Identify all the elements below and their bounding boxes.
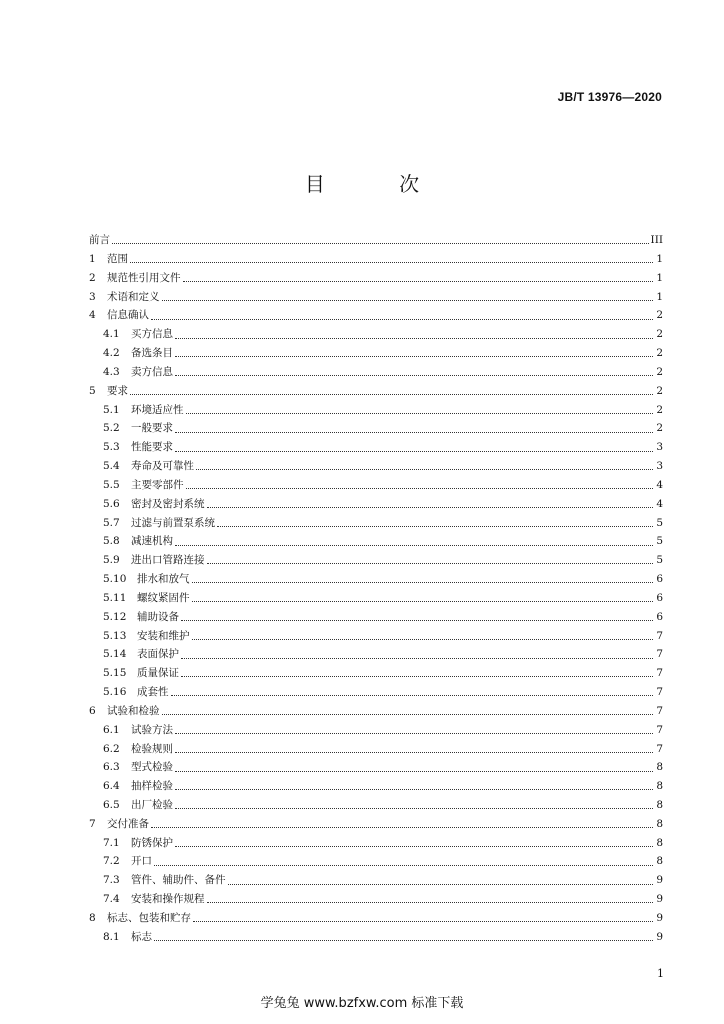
toc-entry-number: 4.2 <box>103 347 120 360</box>
toc-entry-page: 5 <box>656 554 663 567</box>
toc-entry-page: 2 <box>656 328 663 341</box>
toc-dot-leader <box>162 713 654 715</box>
toc-entry[interactable] <box>89 702 663 721</box>
toc-entry[interactable] <box>89 871 663 890</box>
toc-entry-label: 范围 <box>107 252 128 265</box>
toc-entry[interactable] <box>89 589 663 608</box>
toc-dot-leader <box>207 562 654 564</box>
toc-entry-number: 7 <box>89 817 96 830</box>
toc-entry-label: 管件、辅助件、备件 <box>131 874 226 887</box>
toc-entry[interactable] <box>89 306 663 325</box>
toc-entry[interactable] <box>89 909 663 928</box>
toc-entry-number: 5.6 <box>103 497 120 510</box>
toc-entry-number: 7.1 <box>103 836 120 849</box>
toc-entry-number: 6.1 <box>103 723 120 736</box>
toc-entry-number: 5.9 <box>103 554 120 567</box>
toc-entry-label: 试验方法 <box>131 723 173 736</box>
toc-entry-number: 5.16 <box>103 686 127 699</box>
toc-entry-page: 1 <box>656 271 663 284</box>
toc-entry[interactable] <box>89 664 663 683</box>
toc-entry[interactable] <box>89 400 663 419</box>
toc-entry-number: 5.10 <box>103 573 127 586</box>
toc-entry[interactable] <box>89 344 663 363</box>
toc-entry-page: 2 <box>656 309 663 322</box>
toc-entry-label: 术语和定义 <box>107 290 160 303</box>
toc-entry-label: 表面保护 <box>137 648 179 661</box>
toc-dot-leader <box>175 751 653 753</box>
toc-dot-leader <box>130 393 653 395</box>
toc-entry-number: 6.2 <box>103 742 120 755</box>
toc-entry-page: 2 <box>656 365 663 378</box>
toc-entry[interactable] <box>89 363 663 382</box>
toc-entry-label: 进出口管路连接 <box>131 554 205 567</box>
toc-entry-number: 5.1 <box>103 403 120 416</box>
toc-entry-number: 7.2 <box>103 855 120 868</box>
toc-entry[interactable] <box>89 852 663 871</box>
toc-entry-label: 辅助设备 <box>137 610 179 623</box>
toc-entry-label: 出厂检验 <box>131 799 173 811</box>
toc-entry-label: 信息确认 <box>107 309 149 322</box>
toc-entry-page: 5 <box>656 516 663 529</box>
toc-entry-number: 8 <box>89 911 96 924</box>
toc-dot-leader <box>181 619 653 621</box>
toc-entry-page: 8 <box>656 817 663 830</box>
toc-entry-page: 9 <box>656 911 663 924</box>
toc-entry[interactable] <box>89 419 663 438</box>
toc-entry-label: 规范性引用文件 <box>107 271 181 284</box>
toc-dot-leader <box>175 807 653 809</box>
toc-entry-page: 8 <box>656 761 663 774</box>
toc-dot-leader <box>192 600 654 602</box>
toc-entry-page: 7 <box>656 648 663 661</box>
toc-entry-number: 5.12 <box>103 610 127 623</box>
toc-dot-leader <box>217 525 653 527</box>
toc-entry-label: 安装和维护 <box>137 629 190 642</box>
toc-entry-page: 6 <box>656 610 663 623</box>
toc-entry-page: 5 <box>656 535 663 548</box>
toc-entry-label: 安装和操作规程 <box>131 893 205 906</box>
toc-entry-label: 卖方信息 <box>131 365 173 378</box>
toc-entry-number: 4 <box>89 309 96 322</box>
toc-dot-leader <box>162 299 654 301</box>
toc-entry-page: 3 <box>656 460 663 473</box>
toc-dot-leader <box>175 431 653 433</box>
page-number: 1 <box>657 967 664 980</box>
toc-entry-page: 1 <box>656 290 663 303</box>
toc-entry-number: 6.5 <box>103 799 120 811</box>
toc-dot-leader <box>154 864 653 866</box>
toc-dot-leader <box>196 468 653 470</box>
toc-entry-label: 试验和检验 <box>107 704 160 717</box>
toc-entry-page: 9 <box>656 930 663 943</box>
toc-entry[interactable] <box>89 739 663 758</box>
footer-watermark-text: 学兔兔 www.bzfxw.com 标准下载 <box>260 996 464 1011</box>
toc-entry[interactable] <box>89 626 663 645</box>
toc-entry-label: 标志、包装和贮存 <box>107 911 191 924</box>
toc-entry[interactable] <box>89 834 663 853</box>
toc-entry-number: 6.3 <box>103 761 120 774</box>
toc-dot-leader <box>186 412 654 414</box>
toc-dot-leader <box>192 638 654 640</box>
toc-entry-page: 2 <box>656 403 663 416</box>
toc-dot-leader <box>181 675 653 677</box>
toc-entry-number: 7.4 <box>103 893 120 906</box>
toc-entry[interactable] <box>89 495 663 514</box>
toc-entry[interactable] <box>89 325 663 344</box>
toc-entry-label: 防锈保护 <box>131 836 173 849</box>
toc-dot-leader <box>175 732 653 734</box>
toc-dot-leader <box>193 920 653 922</box>
toc-entry-number: 5.4 <box>103 460 120 473</box>
toc-dot-leader <box>207 506 654 508</box>
toc-entry-label: 减速机构 <box>131 535 173 548</box>
toc-entry-page: 1 <box>656 252 663 265</box>
toc-entry-page: 7 <box>656 742 663 755</box>
toc-dot-leader <box>175 355 653 357</box>
toc-entry-number: 6.4 <box>103 780 120 793</box>
toc-entry-page: III <box>650 234 663 247</box>
toc-dot-leader <box>151 826 653 828</box>
toc-entry-page: 8 <box>656 799 663 811</box>
toc-dot-leader <box>154 939 653 941</box>
toc-entry-page: 8 <box>656 855 663 868</box>
toc-dot-leader <box>175 788 653 790</box>
toc-entry-number: 5.8 <box>103 535 120 548</box>
toc-entry-page: 6 <box>656 573 663 586</box>
toc-entry[interactable] <box>89 796 663 815</box>
toc-dot-leader <box>175 450 653 452</box>
toc-entry[interactable] <box>89 532 663 551</box>
toc-entry-page: 2 <box>656 347 663 360</box>
toc-entry[interactable] <box>89 457 663 476</box>
toc-entry-label: 性能要求 <box>131 441 173 454</box>
toc-entry-page: 3 <box>656 441 663 454</box>
toc-dot-leader <box>171 694 654 696</box>
toc-entry-label: 排水和放气 <box>137 573 190 586</box>
toc-entry[interactable] <box>89 513 663 532</box>
toc-entry[interactable] <box>89 382 663 401</box>
toc-entry-page: 8 <box>656 780 663 793</box>
toc-entry[interactable] <box>89 815 663 834</box>
toc-entry-page: 7 <box>656 704 663 717</box>
toc-entry-number: 5.13 <box>103 629 127 642</box>
toc-entry-label: 成套性 <box>137 686 169 699</box>
toc-entry-page: 9 <box>656 893 663 906</box>
toc-entry-label: 要求 <box>107 384 128 397</box>
toc-dot-leader <box>175 770 653 772</box>
toc-entry-number: 5 <box>89 384 96 397</box>
toc-entry-number: 3 <box>89 290 96 303</box>
toc-entry-number: 5.3 <box>103 441 120 454</box>
toc-dot-leader <box>112 242 649 244</box>
toc-entry[interactable] <box>89 608 663 627</box>
toc-entry[interactable] <box>89 287 663 306</box>
toc-entry[interactable] <box>89 683 663 702</box>
toc-entry-label: 备选条目 <box>131 347 173 360</box>
toc-entry-label: 螺纹紧固件 <box>137 591 190 604</box>
toc-entry[interactable] <box>89 231 663 250</box>
toc-entry-page: 7 <box>656 723 663 736</box>
toc-entry-label: 开口 <box>131 855 152 868</box>
toc-entry[interactable] <box>89 721 663 740</box>
toc-dot-leader <box>175 845 653 847</box>
toc-entry-label: 质量保证 <box>137 667 179 680</box>
toc-entry-page: 7 <box>656 667 663 680</box>
toc-entry-label: 过滤与前置泵系统 <box>131 516 215 529</box>
toc-entry-page: 7 <box>656 686 663 699</box>
toc-entry-number: 4.1 <box>103 328 120 341</box>
table-of-contents <box>89 231 663 946</box>
toc-entry-label: 环境适应性 <box>131 403 184 416</box>
toc-dot-leader <box>181 657 653 659</box>
toc-dot-leader <box>207 901 654 903</box>
toc-entry[interactable] <box>89 551 663 570</box>
toc-entry-page: 2 <box>656 384 663 397</box>
toc-entry[interactable] <box>89 645 663 664</box>
toc-dot-leader <box>151 318 653 320</box>
toc-entry-number: 5.5 <box>103 478 120 491</box>
toc-entry-page: 6 <box>656 591 663 604</box>
toc-entry-number: 5.15 <box>103 667 127 680</box>
toc-entry-number: 8.1 <box>103 930 120 943</box>
toc-entry-number: 5.7 <box>103 516 120 529</box>
toc-entry-page: 2 <box>656 422 663 435</box>
toc-entry-label: 型式检验 <box>131 761 173 774</box>
toc-entry-label: 检验规则 <box>131 742 173 755</box>
toc-entry-number: 4.3 <box>103 365 120 378</box>
toc-entry-page: 9 <box>656 874 663 887</box>
toc-entry-label: 一般要求 <box>131 422 173 435</box>
page-title: 目 次 <box>304 172 454 196</box>
toc-entry[interactable] <box>89 250 663 269</box>
toc-dot-leader <box>175 374 653 376</box>
toc-entry-number: 5.2 <box>103 422 120 435</box>
toc-entry-label: 寿命及可靠性 <box>131 460 194 473</box>
toc-entry-page: 7 <box>656 629 663 642</box>
toc-entry-label: 前言 <box>89 234 110 247</box>
toc-dot-leader <box>175 337 653 339</box>
toc-dot-leader <box>228 883 654 885</box>
toc-entry-label: 密封及密封系统 <box>131 497 205 510</box>
toc-entry-number: 5.14 <box>103 648 127 661</box>
toc-entry[interactable] <box>89 890 663 909</box>
toc-entry[interactable] <box>89 777 663 796</box>
toc-dot-leader <box>183 280 654 282</box>
toc-entry-label: 抽样检验 <box>131 780 173 793</box>
standard-code: JB/T 13976—2020 <box>557 90 662 104</box>
toc-entry-label: 主要零部件 <box>131 478 184 491</box>
toc-entry-number: 5.11 <box>103 591 127 604</box>
toc-entry[interactable] <box>89 758 663 777</box>
toc-entry-number: 1 <box>89 252 96 265</box>
toc-entry-number: 2 <box>89 271 96 284</box>
toc-entry[interactable] <box>89 476 663 495</box>
toc-dot-leader <box>175 544 653 546</box>
toc-entry[interactable] <box>89 928 663 947</box>
toc-entry[interactable] <box>89 438 663 457</box>
toc-entry[interactable] <box>89 570 663 589</box>
toc-entry-label: 买方信息 <box>131 328 173 341</box>
toc-dot-leader <box>130 261 653 263</box>
toc-entry-number: 6 <box>89 704 96 717</box>
toc-entry-page: 4 <box>656 497 663 510</box>
toc-entry-label: 交付准备 <box>107 817 149 830</box>
toc-entry[interactable] <box>89 269 663 288</box>
toc-entry-page: 4 <box>656 478 663 491</box>
toc-dot-leader <box>186 487 654 489</box>
toc-entry-number: 7.3 <box>103 874 120 887</box>
toc-entry-label: 标志 <box>131 930 152 943</box>
toc-entry-page: 8 <box>656 836 663 849</box>
toc-dot-leader <box>192 581 654 583</box>
